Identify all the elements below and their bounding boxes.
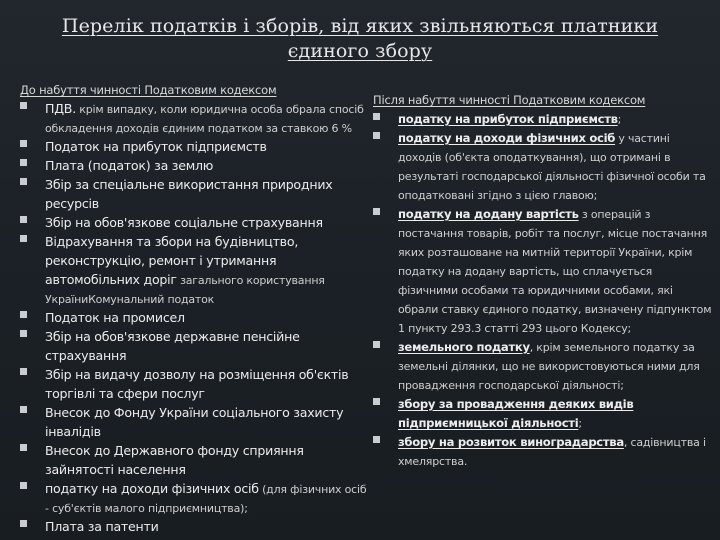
list-item <box>373 108 713 127</box>
item-bold-link: податку на доходи фізичних осіб <box>398 131 616 145</box>
before-code-list <box>20 98 368 535</box>
item-rest: , крім земельного податку за земельні ділянки, що не використовуються ними для провадження господарської діяльності; <box>398 341 700 392</box>
list-item <box>20 98 368 136</box>
item-rest: ; <box>578 417 582 430</box>
square-bullet-icon <box>20 482 27 489</box>
list-item <box>20 516 368 535</box>
square-bullet-icon <box>20 444 27 451</box>
square-bullet-icon <box>20 406 27 413</box>
item-sub: загального користування УкраїниКомунальний податок <box>45 274 325 306</box>
item-rest: у частині доходів (об'єкта оподаткування), що отримані в результаті господарської діяльності фізичної особи та оподатковані згідно з цією главою; <box>398 132 706 202</box>
square-bullet-icon <box>20 216 27 223</box>
list-item <box>20 402 368 440</box>
item-main: Внесок до Державного фонду сприяння зайнятості населення <box>45 443 304 477</box>
list-item <box>373 393 713 431</box>
list-item <box>20 440 368 478</box>
after-code-heading: Після набуття чинності Податковим кодексом <box>373 93 646 107</box>
title-line-2: єдиного збору <box>287 40 433 62</box>
item-bold-link: податку на прибуток підприємств <box>398 112 618 126</box>
item-main: Внесок до Фонду України соціального захисту інвалідів <box>45 405 344 439</box>
square-bullet-icon <box>373 132 380 139</box>
square-bullet-icon <box>20 235 27 242</box>
square-bullet-icon <box>20 178 27 185</box>
square-bullet-icon <box>20 140 27 147</box>
square-bullet-icon <box>20 520 27 527</box>
item-rest: з операцій з постачання товарів, робіт та послуг, місце постачання яких розташоване на митній території України, крім податку на додану вартість, що сплачується фізичними особами та юридичними особами, які обрали ставку єдиного податку, визначену підпунктом 1 пункту 293.3 статті 293 цього Кодексу; <box>398 208 712 335</box>
square-bullet-icon <box>373 113 380 120</box>
item-bold-link: збору на розвиток виноградарства <box>398 435 624 449</box>
list-item <box>20 326 368 364</box>
item-main: Плата (податок) за землю <box>45 158 214 173</box>
title-line-1: Перелік податків і зборів, від яких звільняються платники <box>61 15 659 37</box>
before-code-column <box>20 84 368 535</box>
square-bullet-icon <box>373 208 380 215</box>
item-rest: ; <box>617 113 622 126</box>
item-main: Відрахування та збори на будівництво, реконструкцію, ремонт і утримання автомобільних доріг <box>45 234 299 287</box>
list-item <box>373 127 713 203</box>
after-code-list <box>373 108 713 469</box>
list-item <box>373 336 713 393</box>
item-main: Збір на видачу дозволу на розміщення об'єктів торгівлі та сфери послуг <box>45 367 349 401</box>
square-bullet-icon <box>20 159 27 166</box>
item-main: Збір на обов'язкове соціальне страхування <box>45 215 323 230</box>
item-bold-link: збору за провадження деяких видів підприємницької діяльності <box>398 397 634 430</box>
item-main: Податок на прибуток підприємств <box>45 139 267 154</box>
item-sub: (для фізичних осіб - суб'єктів малого підприємництва); <box>45 483 367 515</box>
square-bullet-icon <box>373 341 380 348</box>
square-bullet-icon <box>20 368 27 375</box>
item-main: ПДВ. <box>45 101 76 116</box>
item-main: податку на доходи фізичних осіб <box>45 481 259 496</box>
item-sub: крім випадку, коли юридична особа обрала спосіб обкладення доходів єдиним податком за ставкою 6 % <box>45 103 364 135</box>
list-item <box>20 364 368 402</box>
list-item <box>20 155 368 174</box>
item-main: Податок на промисел <box>45 310 185 325</box>
square-bullet-icon <box>20 311 27 318</box>
item-main: Збір на обов'язкове державне пенсійне страхування <box>45 329 300 363</box>
item-bold-link: податку на додану вартість <box>398 207 579 221</box>
list-item <box>20 478 368 516</box>
square-bullet-icon <box>20 102 27 109</box>
list-item <box>20 307 368 326</box>
item-rest: , садівництва і хмелярства. <box>398 436 706 468</box>
list-item <box>373 431 713 469</box>
square-bullet-icon <box>373 436 380 443</box>
list-item <box>20 231 368 307</box>
square-bullet-icon <box>20 330 27 337</box>
list-item <box>20 174 368 212</box>
square-bullet-icon <box>373 398 380 405</box>
list-item <box>20 136 368 155</box>
after-code-column <box>373 94 713 469</box>
list-item <box>373 203 713 336</box>
item-main: Плата за патенти <box>45 519 159 534</box>
list-item <box>20 212 368 231</box>
item-bold-link: земельного податку <box>398 340 530 354</box>
before-code-heading: До набуття чинності Податковим кодексом <box>20 83 277 97</box>
slide-title <box>20 14 700 64</box>
item-main: Збір за спеціальне використання природних ресурсів <box>45 177 333 211</box>
